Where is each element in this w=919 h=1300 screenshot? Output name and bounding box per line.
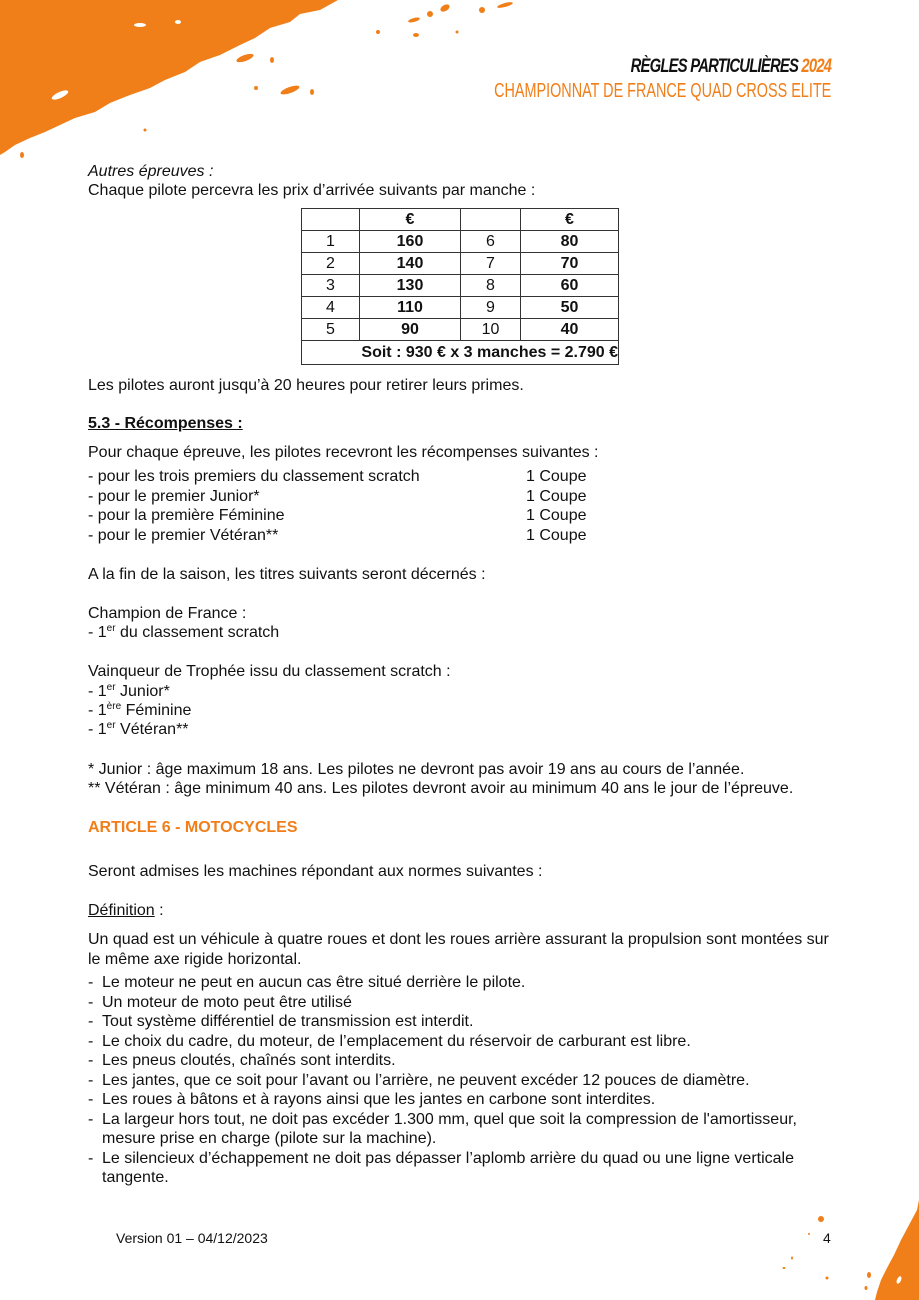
orange-splash-bottom-right — [759, 1200, 919, 1300]
deadline-text: Les pilotes auront jusqu’à 20 heures pour retirer leurs primes. — [88, 377, 524, 394]
rule-text: Les jantes, que ce soit pour l’avant ou l’arrière, ne peuvent excéder 12 pouces de diamètre. — [102, 1071, 750, 1089]
table-row — [302, 297, 619, 319]
list-item — [88, 1051, 838, 1071]
ordinal-suffix: er — [106, 720, 116, 731]
table-row — [302, 275, 619, 297]
champion-item-text: du classement scratch — [115, 624, 280, 641]
rule-text: Un moteur de moto peut être utilisé — [102, 993, 352, 1011]
ordinal-suffix: er — [106, 682, 116, 693]
trophy-item-text: Vétéran** — [115, 721, 189, 738]
ordinal-suffix: er — [106, 623, 116, 634]
trophy-item-prefix: - 1 — [88, 702, 107, 719]
rule-text: La largeur hors tout, ne doit pas excéder 1.300 mm, quel que soit la compression de l'amortisseur, mesure prise en charge (pilote sur la machine). — [102, 1110, 797, 1147]
reward-row — [88, 526, 608, 546]
document-title — [630, 56, 831, 78]
rewards-intro: Pour chaque épreuve, les pilotes recevront les récompenses suivantes : — [88, 444, 599, 461]
prize-table — [301, 208, 619, 365]
trophy-item — [88, 701, 191, 720]
rules-list — [88, 973, 838, 1188]
rule-text: Les pneus cloutés, chaînés sont interdits. — [102, 1052, 396, 1069]
reward-label: - pour la première Féminine — [88, 507, 285, 524]
prize-cell: 40 — [521, 319, 619, 341]
prize-cell: 140 — [360, 253, 461, 275]
list-item — [88, 1110, 838, 1149]
rule-text: Le choix du cadre, du moteur, de l’emplacement du réservoir de carburant est libre. — [102, 1032, 691, 1050]
rule-text: Tout système différentiel de transmission est interdit. — [102, 1013, 474, 1030]
bullet-dash: - — [88, 1071, 94, 1089]
prize-cell: 80 — [521, 231, 619, 253]
trophy-heading: Vainqueur de Trophée issu du classement scratch : — [88, 663, 451, 680]
bullet-dash: - — [88, 1091, 94, 1108]
orange-splash-top-left — [0, 0, 520, 170]
position-cell: 3 — [302, 275, 360, 297]
footnote-veteran: ** Vétéran : âge minimum 40 ans. Les pilotes devront avoir au minimum 40 ans le jour de l’épreuve. — [88, 780, 794, 797]
champion-item — [88, 623, 279, 642]
article-6-intro: Seront admises les machines répondant aux normes suivantes : — [88, 863, 543, 880]
rule-text: Le moteur ne peut en aucun cas être situé derrière le pilote. — [102, 974, 526, 991]
trophy-item-prefix: - 1 — [88, 721, 107, 738]
trophy-item-text: Junior* — [115, 683, 170, 700]
list-item — [88, 1012, 838, 1032]
position-cell: 4 — [302, 297, 360, 319]
rule-text: Le silencieux d’échappement ne doit pas dépasser l’aplomb arrière du quad ou une ligne verticale tangente. — [102, 1149, 794, 1186]
position-cell: 8 — [461, 275, 521, 297]
list-item — [88, 1071, 838, 1091]
prize-cell: 50 — [521, 297, 619, 319]
bullet-dash: - — [88, 1032, 94, 1050]
trophy-item — [88, 682, 170, 701]
page-number: 4 — [823, 1230, 831, 1246]
list-item — [88, 993, 838, 1013]
table-row — [302, 231, 619, 253]
bullet-dash: - — [88, 1013, 94, 1030]
position-cell: 6 — [461, 231, 521, 253]
reward-label: - pour le premier Vétéran** — [88, 526, 279, 544]
trophy-item-prefix: - 1 — [88, 683, 107, 700]
prize-cell: 70 — [521, 253, 619, 275]
position-cell: 1 — [302, 231, 360, 253]
reward-value: 1 Coupe — [526, 468, 587, 485]
table-row — [302, 253, 619, 275]
definition-label: Définition — [88, 902, 155, 919]
prize-total: Soit : 930 € x 3 manches = 2.790 € — [302, 341, 619, 365]
document-subtitle: CHAMPIONNAT DE FRANCE QUAD CROSS ELITE — [493, 80, 831, 102]
position-cell: 9 — [461, 297, 521, 319]
reward-row — [88, 506, 608, 526]
table-row — [302, 319, 619, 341]
definition-colon: : — [154, 902, 164, 919]
section-title-5-3: 5.3 - Récompenses : — [88, 415, 243, 432]
trophy-item-text: Féminine — [121, 702, 192, 719]
prize-cell: 110 — [360, 297, 461, 319]
prize-cell: 160 — [360, 231, 461, 253]
table-header-cell — [461, 209, 521, 231]
table-header-cell: € — [521, 209, 619, 231]
position-cell: 10 — [461, 319, 521, 341]
bullet-dash: - — [88, 1149, 94, 1167]
bullet-dash: - — [88, 1110, 94, 1128]
position-cell: 7 — [461, 253, 521, 275]
season-intro: A la fin de la saison, les titres suivants seront décernés : — [88, 566, 486, 583]
position-cell: 5 — [302, 319, 360, 341]
list-item — [88, 1032, 838, 1052]
document-title-main: RÈGLES PARTICULIÈRES — [630, 56, 798, 77]
champion-item-prefix: - 1 — [88, 624, 107, 641]
intro-heading: Autres épreuves : — [88, 163, 214, 180]
reward-row — [88, 487, 608, 507]
table-header-cell: € — [360, 209, 461, 231]
prize-cell: 60 — [521, 275, 619, 297]
bullet-dash: - — [88, 993, 94, 1011]
document-title-year: 2024 — [801, 56, 831, 77]
list-item — [88, 1149, 838, 1188]
definition-heading — [88, 901, 164, 920]
definition-text: Un quad est un véhicule à quatre roues et dont les roues arrière assurant la propulsion sont montées sur le même axe rigide horizontal. — [88, 931, 829, 968]
reward-value: 1 Coupe — [526, 507, 587, 524]
footnote-junior: * Junior : âge maximum 18 ans. Les pilotes ne devront pas avoir 19 ans au cours de l’année. — [88, 761, 745, 778]
rule-text: Les roues à bâtons et à rayons ainsi que les jantes en carbone sont interdites. — [102, 1091, 656, 1108]
reward-value: 1 Coupe — [526, 526, 587, 544]
list-item — [88, 973, 838, 993]
bullet-dash: - — [88, 974, 94, 991]
table-header-cell — [302, 209, 360, 231]
prize-cell: 130 — [360, 275, 461, 297]
bullet-dash: - — [88, 1052, 94, 1069]
intro-text: Chaque pilote percevra les prix d’arrivée suivants par manche : — [88, 182, 536, 199]
table-total-row — [302, 341, 619, 365]
ordinal-suffix: ère — [106, 701, 122, 712]
article-6-title: ARTICLE 6 - MOTOCYCLES — [88, 819, 298, 836]
reward-row — [88, 467, 608, 487]
list-item — [88, 1090, 838, 1110]
table-header-row — [302, 209, 619, 231]
footer-version: Version 01 – 04/12/2023 — [116, 1230, 268, 1246]
reward-label: - pour les trois premiers du classement scratch — [88, 468, 420, 485]
position-cell: 2 — [302, 253, 360, 275]
champion-heading: Champion de France : — [88, 605, 247, 622]
reward-value: 1 Coupe — [526, 487, 587, 505]
prize-cell: 90 — [360, 319, 461, 341]
trophy-item — [88, 720, 189, 739]
reward-label: - pour le premier Junior* — [88, 487, 260, 505]
